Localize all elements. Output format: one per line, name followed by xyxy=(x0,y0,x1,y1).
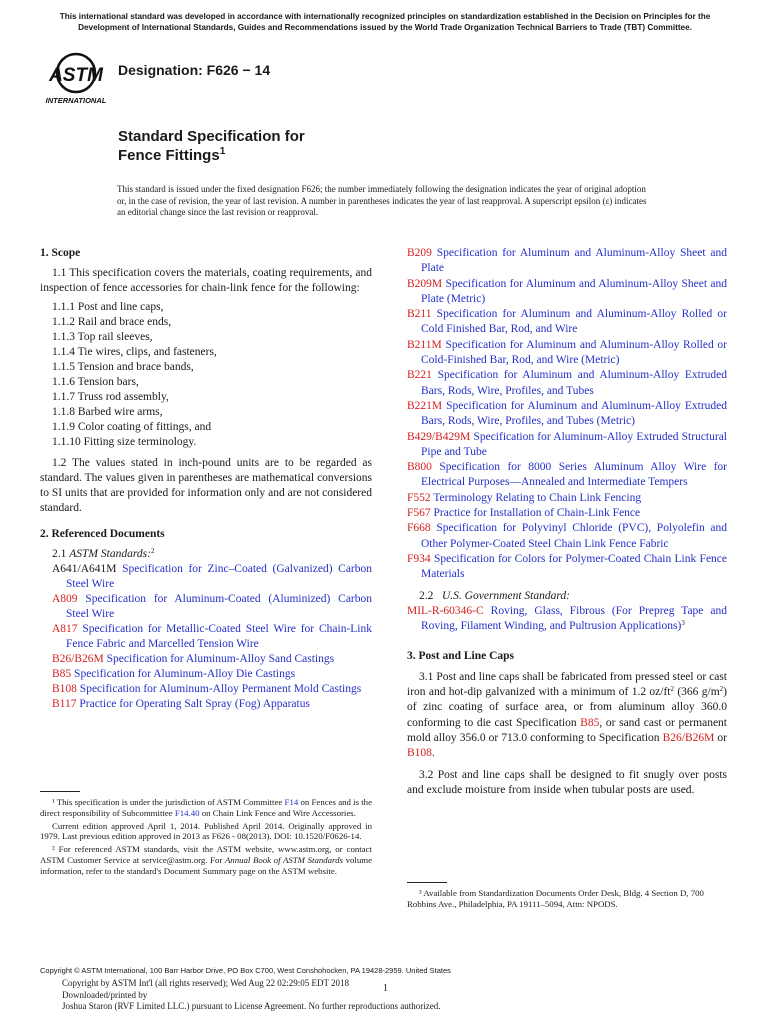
download-line-1: Copyright by ASTM Int'l (all rights reserved); Wed Aug 22 02:29:05 EDT 2018 xyxy=(62,978,350,988)
footnote-1-edition: Current edition approved April 1, 2014. Published April 2014. Originally approved in 1979. Last previous edition approved in 2013 as F626 - 08(2013). DOI: 10.1520/F0626-14. xyxy=(40,820,372,842)
copyright-line: Copyright © ASTM International, 100 Barr Harbor Drive, PO Box C700, West Conshohocken, PA 19428-2959. United States xyxy=(40,966,451,975)
link-f14-40[interactable]: F14.40 xyxy=(174,807,200,818)
title-line-1: Standard Specification for xyxy=(118,128,305,145)
scope-item: 1.1.8 Barbed wire arms, xyxy=(52,406,163,418)
caps-paragraph-1: 3.1 Post and line caps shall be fabricated from pressed steel or cast iron and hot-dip galvanized with a minimum of 1.2 $oz/ft^2$ (366 $g/m^2$) of zinc coating of surface area, or from aluminum alloy 360.0 conforming to die cast Specification B85, or sand cast or permanent mold alloy 356.0 or 713.0 conforming to Specification B26/B26M or B108. xyxy=(407,670,727,760)
download-line-3: Joshua Staron (RVF Limited LLC.) pursuant to License Agreement. No further reproductions authorized. xyxy=(62,1001,441,1011)
footnote-3: ³ Available from Standardization Documents Order Desk, Bldg. 4 Section D, 700 Robbins Ave., Philadelphia, PA 19111–5094, Attn: NPODS. xyxy=(407,888,704,909)
reference-f567[interactable]: F567 Practice for Installation of Chain-Link Fence xyxy=(407,507,641,520)
reference-b85[interactable]: B85 Specification for Aluminum-Alloy Die Castings xyxy=(52,668,296,680)
reference-a817[interactable]: A817 Specification for Metallic-Coated Steel Wire for Chain-Link Fence Fabric and Marcelled Tension Wire xyxy=(52,623,372,650)
scope-item: 1.1.6 Tension bars, xyxy=(52,376,139,388)
link-b85[interactable]: B85 xyxy=(580,716,600,729)
footnotes-left xyxy=(40,797,372,879)
reference-b211m[interactable]: B211M Specification for Aluminum and Aluminum-Alloy Rolled or Cold-Finished Bar, Rod, and Wire (Metric) xyxy=(407,338,727,367)
reference-b209m[interactable]: B209M Specification for Aluminum and Aluminum-Alloy Sheet and Plate (Metric) xyxy=(407,277,728,305)
scope-item: 1.1.5 Tension and brace bands, xyxy=(52,361,194,373)
reference-b221m[interactable]: B221M Specification for Aluminum and Aluminum-Alloy Extruded Bars, Rods, Wire, Profiles, and Tubes (Metric) xyxy=(407,399,728,428)
scope-item: 1.1.3 Top rail sleeves, xyxy=(52,331,153,343)
link-b108[interactable]: B108 xyxy=(407,747,432,760)
caps-paragraph-2: 3.2 Post and line caps shall be designed to fit snugly over posts and exclude moisture from inside when tubular posts are used. xyxy=(407,768,727,796)
footnote-1: ¹ This specification is under the jurisdiction of ASTM Committee F14 on Fences and is the direct responsibility of Subcommittee F14.40 on Chain Link Fence and Wire Accessories. xyxy=(40,797,372,818)
scope-item: 1.1.7 Truss rod assembly, xyxy=(52,391,169,403)
astm-standards-label: 2.1 ASTM Standards:$^2$ xyxy=(52,547,155,560)
scope-paragraph-2: 1.2 The values stated in inch-pound units are to be regarded as standard. The values given in parentheses are mathematical conversions to SI units that are provided for information only and are not considered standard. xyxy=(40,457,372,514)
scope-paragraph-1: 1.1 This specification covers the materials, coating requirements, and inspection of fence accessories for chain-link fence for the following: xyxy=(40,267,372,294)
scope-item: 1.1.4 Tie wires, clips, and fasteners, xyxy=(52,346,217,358)
scope-item: 1.1.1 Post and line caps, xyxy=(52,301,164,313)
download-line-2: Downloaded/printed by xyxy=(62,989,148,1000)
reference-b221[interactable]: B221 Specification for Aluminum and Aluminum-Alloy Extruded Bars, Rods, Wire, Profiles, and Tubes xyxy=(407,369,728,397)
reference-a641[interactable]: A641/A641M Specification for Zinc–Coated (Galvanized) Carbon Steel Wire xyxy=(52,563,372,590)
reference-b211[interactable]: B211 Specification for Aluminum and Aluminum-Alloy Rolled or Cold Finished Bar, Rod, and Wire xyxy=(407,308,728,336)
logo-text: ASTM xyxy=(49,65,103,86)
scope-item: 1.1.9 Color coating of fittings, and xyxy=(52,421,212,433)
reference-mil-r-60346[interactable]: MIL-R-60346-C Roving, Glass, Fibrous (For Prepreg Tape and Roving, Filament Winding, and Pultrusion Applications)$^3$ xyxy=(407,604,727,633)
section-scope-heading: 1. Scope xyxy=(40,247,81,259)
reference-f552[interactable]: F552 Terminology Relating to Chain Link Fencing xyxy=(407,491,642,504)
reference-b26[interactable]: B26/B26M Specification for Aluminum-Alloy Sand Castings xyxy=(52,653,335,665)
designation: Designation: F626 − 14 xyxy=(118,62,271,78)
scope-item: 1.1.2 Rail and brace ends, xyxy=(52,316,172,328)
right-column xyxy=(407,246,727,802)
document-title xyxy=(118,127,305,165)
section-caps-heading: 3. Post and Line Caps xyxy=(407,650,515,663)
reference-b429[interactable]: B429/B429M Specification for Aluminum-Alloy Extruded Structural Pipe and Tube xyxy=(407,430,727,458)
page-number: 1 xyxy=(383,983,388,994)
left-column xyxy=(40,246,372,712)
footnote-rule-left xyxy=(40,791,80,792)
reference-b800[interactable]: B800 Specification for 8000 Series Aluminum Alloy Wire for Electrical Purposes—Annealed and Intermediate Tempers xyxy=(407,461,728,489)
reference-f668[interactable]: F668 Specification for Polyvinyl Chloride (PVC), Polyolefin and Other Polymer-Coated Steel Chain Link Fence Fabric xyxy=(407,522,728,550)
reference-a809[interactable]: A809 Specification for Aluminum-Coated (Aluminized) Carbon Steel Wire xyxy=(52,593,373,620)
reference-b117[interactable]: B117 Practice for Operating Salt Spray (Fog) Apparatus xyxy=(52,698,310,710)
section-refdocs-heading: 2. Referenced Documents xyxy=(40,528,165,540)
reference-b209[interactable]: B209 Specification for Aluminum and Aluminum-Alloy Sheet and Plate xyxy=(407,247,728,275)
footnote-rule-right xyxy=(407,882,447,883)
reference-f934[interactable]: F934 Specification for Colors for Polymer-Coated Chain Link Fence Materials xyxy=(407,552,728,581)
reference-b108[interactable]: B108 Specification for Aluminum-Alloy Permanent Mold Castings xyxy=(52,683,362,695)
scope-item-list xyxy=(40,300,372,450)
astm-logo xyxy=(42,48,110,106)
gov-standard-label: 2.2 U.S. Government Standard: xyxy=(419,589,570,602)
scope-item: 1.1.10 Fitting size terminology. xyxy=(52,436,197,448)
link-b26[interactable]: B26/B26M xyxy=(662,731,715,744)
top-notice: This international standard was developed in accordance with internationally recognized principles on standardization established in the Decision on Principles for the Development of International Standards, Guides and Recommendations issued by the World Trade Organization Technical Barriers to Trade (TBT) Committee. xyxy=(59,12,711,32)
logo-sub-text: INTERNATIONAL xyxy=(45,96,107,105)
footnote-2: ² For referenced ASTM standards, visit the ASTM website, www.astm.org, or contact ASTM Customer Service at service@astm.org. For Annual Book of ASTM Standards volume information, refer to the standard's Document Summary page on the ASTM website. xyxy=(40,844,372,876)
link-f14[interactable]: F14 xyxy=(284,797,299,807)
intro-paragraph: This standard is issued under the fixed designation F626; the number immediately following the designation indicates the year of original adoption or, in the case of revision, the year of last revision. A number in parentheses indicates the year of last reapproval. A superscript epsilon (ε) indicates an editorial change since the last revision or reapproval. xyxy=(117,184,647,217)
title-line-2: Fence Fittings$^1$ xyxy=(118,146,226,164)
